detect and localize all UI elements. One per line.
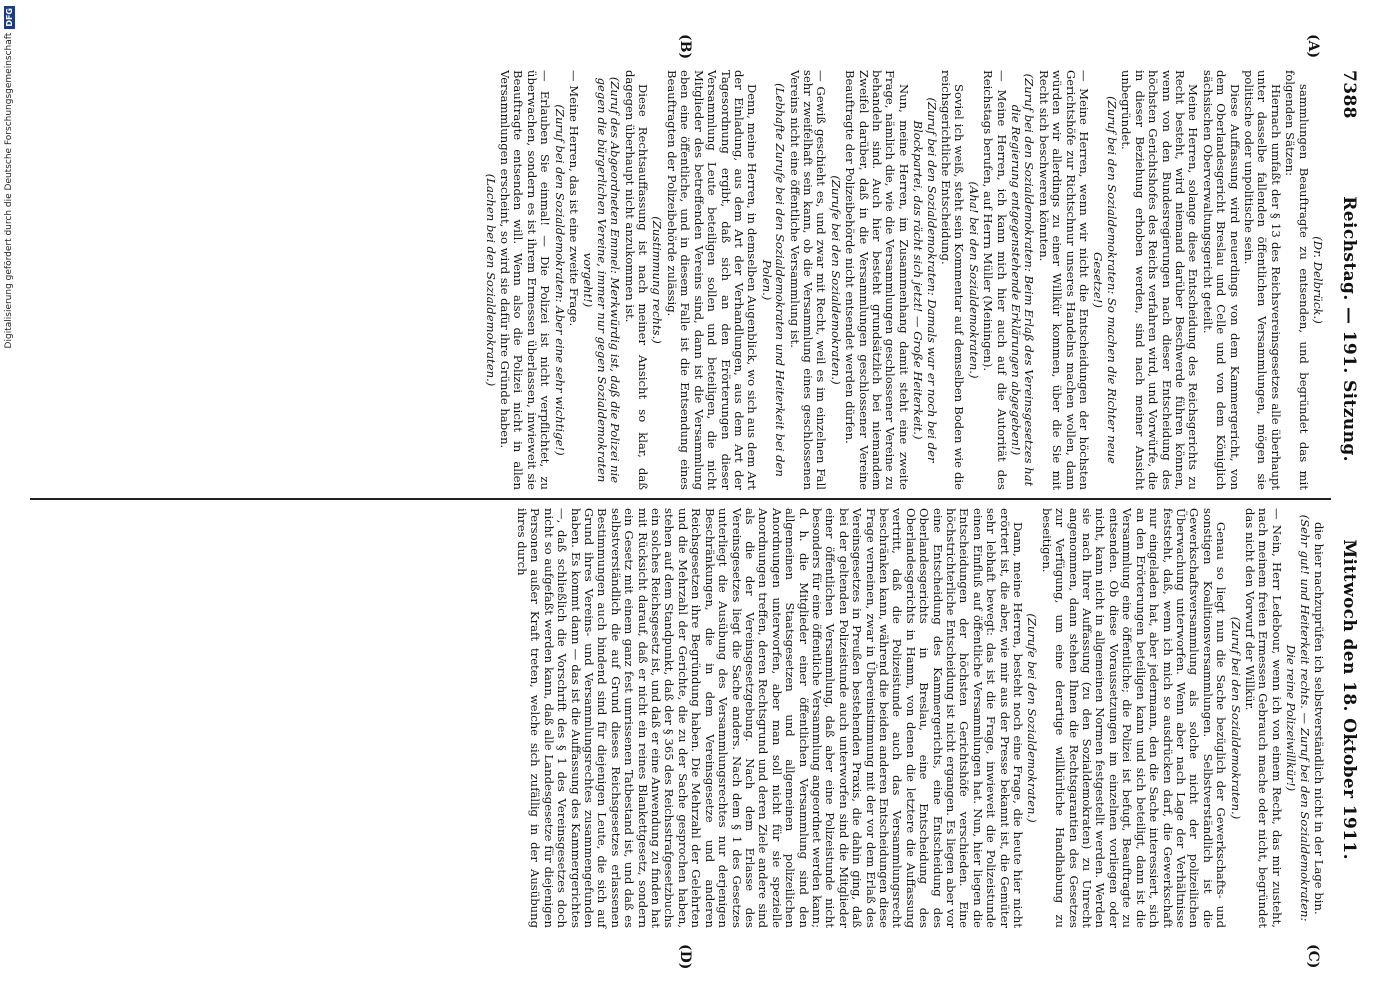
left-text-column	[40, 70, 1325, 490]
interjection: (Aha! bei den Sozialdemokraten.)	[966, 181, 981, 379]
interjection: (Zuruf bei den Sozialdemokraten.)	[1228, 616, 1243, 820]
margin-marker-d: (D)	[677, 944, 693, 970]
paragraph: Diese Auffassung wird neuerdings von dem Kammergericht, von dem Oberlandesgericht Breslau und Celle und von dem Königlich sächsischen Oberverwaltungsgericht geteilt.	[1200, 70, 1242, 490]
page-number: 7388	[1339, 70, 1359, 119]
session-date: Mittwoch den 18. Oktober 1911.	[1339, 539, 1359, 860]
paragraph: Denn, meine Herren, in demselben Augenblick, wo sich aus dem Art der Einladung, aus dem Art der Verhandlungen, aus dem Art der Tagesordnung ergibt, daß sich an den Erörterungen dieser Versammlung Leute beteiligen sollen und beteiligen, die nicht Mitglieder des betreffenden Vereins sind, dann ist die Versammlung eben eine öffentliche, und in diesem Falle ist die Entsendung eines Beauftragten der Polizeibehörde zulässig.	[664, 70, 760, 490]
paragraph: Genau so liegt nun die Sache bezüglich der Gewerkschafts- und sonstigen Koalitionsversammlungen. Selbstverständlich ist die Gewerkschaftsversammlung als solche nicht der polizeilichen Überwachung unterworfen. Wenn aber nach Lage der Verhältnisse feststeht, daß, wenn ich mich so ausdrücken darf, die Gewerkschaft nur eingeladen hat, aber jedermann, den die Sache interessiert, sich an den Erörterungen beteiligen kann und sich beteiligt, dann ist die Versammlung eine öffentliche; die Polizei ist befugt, Beauftragte zu entsenden. Ob diese Voraussetzungen im einzelnen vorliegen oder nicht, kann nicht in allgemeinen Normen festgestellt werden. Werden sie nach Ihrer Auffassung (zu den Sozialdemokraten) zu Unrecht angenommen, dann stehen Ihnen die Rechtsgarantien des Gesetzes zur Verfügung, um eine derartige willkürliche Handhabung zu beseitigen.	[1039, 508, 1229, 928]
paragraph: die hier nachzuprüfen ich selbstverständlich nicht in der Lage bin.	[1312, 522, 1326, 915]
paragraph: Soviel ich weiß, steht sein Kommentar auf demselben Boden wie die reichsgerichtliche Entscheidung.	[939, 70, 967, 490]
right-text-column	[40, 508, 1325, 928]
paragraph: — Erlauben Sie einmal! — Die Polizei ist nicht verpflichtet, zu überwachen, sondern es ist ihrem Ermessen überlassen, inwieweit sie Beauftragte entsenden will. Wenn also die Polizei nicht in allen Versammlungen erscheint, so wird sie dafür ihre Gründe haben.	[498, 70, 553, 490]
paragraph: — Gewiß geschieht es, und zwar mit Recht, weil es im einzelnen Fall sehr zweifelhaft sein kann, ob die Versammlung eines geschlossenen Vereins nicht eine öffentliche Versammlung ist.	[787, 70, 829, 490]
page-header	[1333, 70, 1359, 860]
paragraph: — Meine Herren, ich kann mich hier auch auf die Autorität des Reichstags berufen, auf Herrn Müller (Meiningen).	[981, 70, 1009, 490]
interjection: (Zustimmung rechts.)	[650, 216, 665, 344]
interjection: (Zuruf bei den Sozialdemokraten: Aber eine sehr wichtige!)	[552, 104, 567, 456]
column-divider	[30, 498, 1331, 500]
credit-text: Digitalisierung gefördert durch die Deutsche Forschungsgemeinschaft	[4, 32, 14, 349]
interjection: (Sehr gut! und Heiterkeit rechts. — Zuruf bei den Sozialdemokraten: Die reine Polizeiwillkür!)	[1284, 514, 1312, 922]
dfg-logo: DFG	[4, 8, 14, 27]
margin-marker-b: (B)	[677, 34, 693, 60]
interjection: (Zurufe bei den Sozialdemokraten.)	[828, 175, 843, 385]
margin-marker-a: (A)	[1305, 34, 1321, 59]
interjection: (Zuruf bei den Sozialdemokraten: Beim Erlaß des Vereinsgesetzes hat die Regierung entgegenstehende Erklärungen abgegeben!)	[1009, 73, 1037, 487]
paragraph: Dann, meine Herren, besteht noch eine Frage, die heute hier nicht erörtert ist, die aber, wie mir aus der Presse bekannt ist, die Gemüter sehr lebhaft bewegt: das ist die Frage, inwieweit die Polizeistunde einen Einfluß auf öffentliche Versammlungen hat. Nun, hier liegen die Entscheidungen der höchsten Gerichtshöfe verschieden. Eine höchstrichterliche Entscheidung ist nicht ergangen. Es liegen aber vor eine Entscheidung des Kammergerichts, eine Entscheidung des Oberlandesgerichts in Breslau, eine Entscheidung des Oberlandesgerichts in Hamm, von denen die letztere die Auffassung vertritt, daß die Polizeistunde auch das Versammlungsrecht beschränken kann, während die beiden anderen Entscheidungen diese Frage verneinen, zwar in Übereinstimmung mit der vor dem Erlaß des Vereinsgesetzes in Preußen bestehenden Praxis, die dahin ging, daß bei der geltenden Polizeistunde auch unterworfen sind die Mitglieder einer öffentlichen Versammlung, daß aber eine Polizeistunde nicht besonders für eine öffentliche Versammlung angeordnet werden kann; d. h. die Mitglieder einer öffentlichen Versammlung sind den allgemeinen Staatsgesetzen und allgemeinen polizeilichen Anordnungen unterworfen, aber man soll nicht für sie spezielle Anordnungen treffen, deren Rechtsgrund und deren Ziele andere sind als die der Vereinsgesetzgebung. Nach dem Erlasse des Vereinsgesetzes liegt die Sache anders. Nach dem § 1 des Gesetzes unterliegt die Ausübung des Versammlungsrechtes nur derjenigen Beschränkungen, die in dem Vereinsgesetze und anderen Reichsgesetzen ihre Begründung haben. Die Mehrzahl der Gelehrten und die Mehrzahl der Gerichte, die zu der Sache gesprochen haben, stehen auf dem Standpunkt, daß der § 365 des Reichsstrafgesetzbuchs ein solches Reichsgesetz ist, und daß er eine Anwendung zu finden hat mit Rücksicht darauf, daß er nicht ein reines Blankettgesetz, sondern ein Gesetz mit einem ganz fest umrissenen Tatbestand ist, und daß es selbstverständlich die auf Grund dieses Reichsgesetzes erlassenen Bestimmungen auch bindend sind für diejenigen Leute, die sich auf Grund ihres Vereins- und Versammlungsrechtes zusammengefunden haben. Es kommt dann — das ist die Auffassung des Kammergerichtes —, daß schließlich die Vorschrift des § 1 des Vereinsgesetzes doch nicht so aufgefaßt werden kann, daß alle Landesgesetze für diejenigen Personen außer Kraft treten, welche sich zufällig in der Ausübung ihres durch	[515, 508, 1026, 928]
session-title: Reichstag. — 191. Sitzung.	[1339, 196, 1359, 462]
paragraph: Diese Rechtsauffassung ist nach meiner Ansicht so klar, daß dagegen überhaupt nicht anzukommen ist.	[622, 70, 651, 490]
paragraph: — Meine Herren, das ist eine zweite Frage.	[567, 70, 582, 327]
interjection: (Zuruf bei den Sozialdemokraten: So machen die Richter neue Gesetze!)	[1091, 96, 1119, 464]
interjection: (Lachen bei den Sozialdemokraten.)	[483, 173, 498, 387]
paragraph: Hiernach umfaßt der § 13 des Reichsvereinsgesetzes alle überhaupt unter dasselbe fallenden öffentlichen Versammlungen, mögen sie politische oder unpolitische sein.	[1241, 70, 1283, 490]
margin-marker-c: (C)	[1305, 944, 1321, 969]
interjection: (Zuruf des Abgeordneten Emmel: Merkwürdig ist, daß die Polizei nie gegen die bürgerlichen Vereine, immer nur gegen Sozialdemokraten vorgeht!)	[581, 76, 623, 484]
paragraph: sammlungen Beauftragte zu entsenden, und begründet das mit folgenden Sätzen:	[1283, 70, 1311, 490]
paragraph: Meine Herren, solange diese Entscheidung des Reichsgerichts zu Recht besteht, wird niemand darüber Beschwerde führen können, wenn von den Bundesregierungen nach dieser Entscheidung des höchsten Gerichtshofes des Reichs verfahren wird, und Vorwürfe, die in dieser Beziehung erhoben werden, sind nach meiner Ansicht unbegründet.	[1119, 70, 1201, 490]
interjection: (Zurufe bei den Sozialdemokraten.)	[1025, 613, 1040, 823]
interjection: (Dr. Delbrück.)	[1311, 236, 1325, 324]
paragraph: Nun, meine Herren, im Zusammenhang damit steht eine zweite Frage, nämlich die, wie die Versammlungen geschlossener Vereine zu behandeln sind. Auch hier besteht grundsätzlich bei niemandem Zweifel darüber, daß in die Versammlungen geschlossener Vereine Beauftragte der Polizeibehörde nicht entsendet werden dürfen.	[843, 70, 911, 490]
interjection: (Zuruf bei den Sozialdemokraten: Damals war er noch bei der Blockpartei, das rächt sich jetzt! — Große Heiterkeit.)	[911, 97, 939, 463]
paragraph: — Meine Herren, wenn wir nicht die Entscheidungen der höchsten Gerichtshöfe zur Richtschnur unseres Handelns machen wollen, dann würden wir allerdings zu einer Willkür kommen, über die Sie mit Recht sich beschweren könnten.	[1036, 70, 1092, 490]
paragraph: — Nein, Herr Ledebour, wenn ich von einem Recht, das mir zusteht, nach meinem freien Ermessen Gebrauch mache oder nicht, begründet das nicht den Vorwurf der Willkür.	[1242, 508, 1284, 928]
digitization-credit	[2, 0, 16, 1000]
interjection: (Lebhafte Zurufe bei den Sozialdemokraten und Heiterkeit bei den Polen.)	[759, 83, 788, 477]
